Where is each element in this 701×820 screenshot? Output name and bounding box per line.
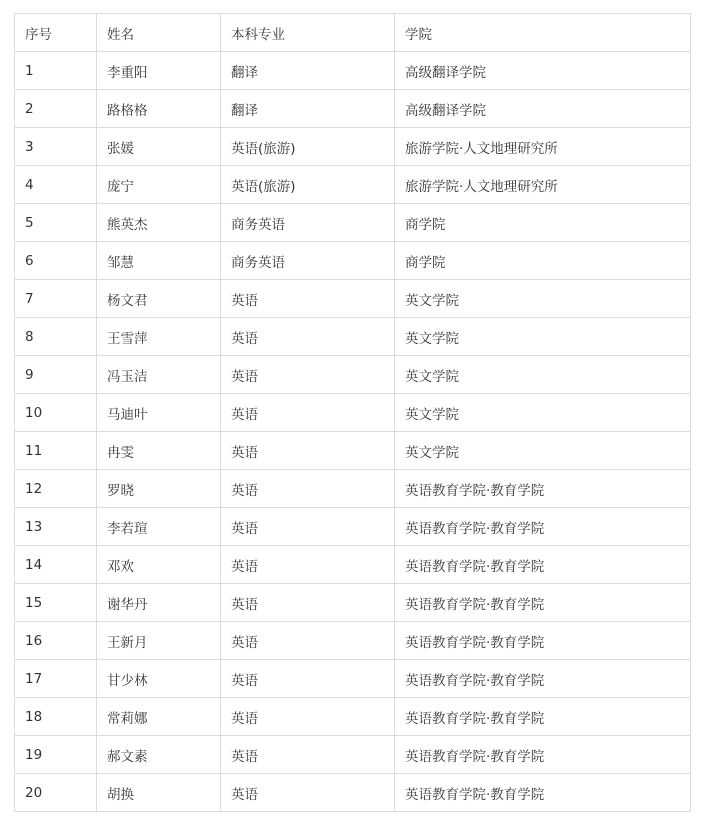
table-row — [15, 736, 691, 774]
table-row — [15, 90, 691, 128]
table-row — [15, 204, 691, 242]
cell-name: 邹慧 — [97, 242, 221, 280]
cell-college: 英语教育学院·教育学院 — [395, 622, 691, 660]
cell-index: 6 — [15, 242, 97, 280]
cell-index: 15 — [15, 584, 97, 622]
cell-name: 李若瑄 — [97, 508, 221, 546]
cell-major: 英语 — [221, 736, 395, 774]
table-row — [15, 660, 691, 698]
cell-index: 3 — [15, 128, 97, 166]
cell-college: 英语教育学院·教育学院 — [395, 736, 691, 774]
cell-major: 英语 — [221, 622, 395, 660]
cell-college: 英文学院 — [395, 432, 691, 470]
cell-college: 英语教育学院·教育学院 — [395, 546, 691, 584]
cell-college: 英语教育学院·教育学院 — [395, 774, 691, 812]
cell-major: 英语 — [221, 356, 395, 394]
cell-index: 7 — [15, 280, 97, 318]
table-row — [15, 128, 691, 166]
student-table-container — [14, 13, 690, 812]
header-cell-college: 学院 — [395, 14, 691, 52]
cell-index: 18 — [15, 698, 97, 736]
table-row — [15, 394, 691, 432]
cell-name: 王雪萍 — [97, 318, 221, 356]
cell-name: 邓欢 — [97, 546, 221, 584]
cell-index: 2 — [15, 90, 97, 128]
cell-index: 9 — [15, 356, 97, 394]
table-row — [15, 470, 691, 508]
table-row — [15, 508, 691, 546]
cell-college: 旅游学院·人文地理研究所 — [395, 128, 691, 166]
cell-name: 冉雯 — [97, 432, 221, 470]
cell-index: 5 — [15, 204, 97, 242]
table-row — [15, 356, 691, 394]
cell-college: 英文学院 — [395, 394, 691, 432]
table-row — [15, 280, 691, 318]
cell-index: 20 — [15, 774, 97, 812]
cell-index: 14 — [15, 546, 97, 584]
table-row — [15, 318, 691, 356]
cell-college: 英文学院 — [395, 318, 691, 356]
cell-college: 高级翻译学院 — [395, 90, 691, 128]
cell-major: 商务英语 — [221, 242, 395, 280]
cell-index: 10 — [15, 394, 97, 432]
cell-name: 李重阳 — [97, 52, 221, 90]
cell-index: 11 — [15, 432, 97, 470]
cell-college: 英文学院 — [395, 356, 691, 394]
header-cell-name: 姓名 — [97, 14, 221, 52]
table-row — [15, 698, 691, 736]
cell-name: 熊英杰 — [97, 204, 221, 242]
header-cell-major: 本科专业 — [221, 14, 395, 52]
cell-index: 13 — [15, 508, 97, 546]
table-row — [15, 546, 691, 584]
table-row — [15, 52, 691, 90]
header-row — [15, 14, 691, 52]
table-body — [15, 52, 691, 812]
cell-major: 英语 — [221, 546, 395, 584]
cell-college: 高级翻译学院 — [395, 52, 691, 90]
table-row — [15, 242, 691, 280]
cell-name: 罗晓 — [97, 470, 221, 508]
cell-major: 英语 — [221, 280, 395, 318]
cell-major: 英语 — [221, 432, 395, 470]
cell-major: 英语 — [221, 394, 395, 432]
cell-name: 杨文君 — [97, 280, 221, 318]
table-row — [15, 166, 691, 204]
table-row — [15, 432, 691, 470]
cell-college: 英语教育学院·教育学院 — [395, 660, 691, 698]
header-cell-index: 序号 — [15, 14, 97, 52]
table-header — [15, 14, 691, 52]
table-row — [15, 584, 691, 622]
cell-college: 商学院 — [395, 242, 691, 280]
cell-major: 翻译 — [221, 90, 395, 128]
cell-major: 商务英语 — [221, 204, 395, 242]
table-row — [15, 774, 691, 812]
cell-name: 郝文素 — [97, 736, 221, 774]
cell-college: 英文学院 — [395, 280, 691, 318]
cell-name: 常莉娜 — [97, 698, 221, 736]
cell-name: 路格格 — [97, 90, 221, 128]
cell-name: 冯玉洁 — [97, 356, 221, 394]
cell-index: 1 — [15, 52, 97, 90]
student-table — [14, 13, 691, 812]
cell-college: 商学院 — [395, 204, 691, 242]
cell-major: 英语 — [221, 774, 395, 812]
cell-name: 王新月 — [97, 622, 221, 660]
cell-college: 英语教育学院·教育学院 — [395, 470, 691, 508]
cell-index: 17 — [15, 660, 97, 698]
cell-major: 翻译 — [221, 52, 395, 90]
cell-college: 英语教育学院·教育学院 — [395, 508, 691, 546]
cell-index: 12 — [15, 470, 97, 508]
cell-major: 英语(旅游) — [221, 166, 395, 204]
cell-index: 16 — [15, 622, 97, 660]
cell-major: 英语 — [221, 470, 395, 508]
cell-major: 英语(旅游) — [221, 128, 395, 166]
cell-college: 英语教育学院·教育学院 — [395, 698, 691, 736]
cell-index: 4 — [15, 166, 97, 204]
cell-major: 英语 — [221, 660, 395, 698]
cell-index: 19 — [15, 736, 97, 774]
cell-major: 英语 — [221, 508, 395, 546]
cell-major: 英语 — [221, 698, 395, 736]
cell-college: 旅游学院·人文地理研究所 — [395, 166, 691, 204]
cell-name: 甘少林 — [97, 660, 221, 698]
cell-name: 胡换 — [97, 774, 221, 812]
cell-name: 马迪叶 — [97, 394, 221, 432]
cell-major: 英语 — [221, 318, 395, 356]
cell-name: 庞宁 — [97, 166, 221, 204]
cell-name: 谢华丹 — [97, 584, 221, 622]
table-row — [15, 622, 691, 660]
cell-index: 8 — [15, 318, 97, 356]
cell-name: 张媛 — [97, 128, 221, 166]
cell-major: 英语 — [221, 584, 395, 622]
cell-college: 英语教育学院·教育学院 — [395, 584, 691, 622]
